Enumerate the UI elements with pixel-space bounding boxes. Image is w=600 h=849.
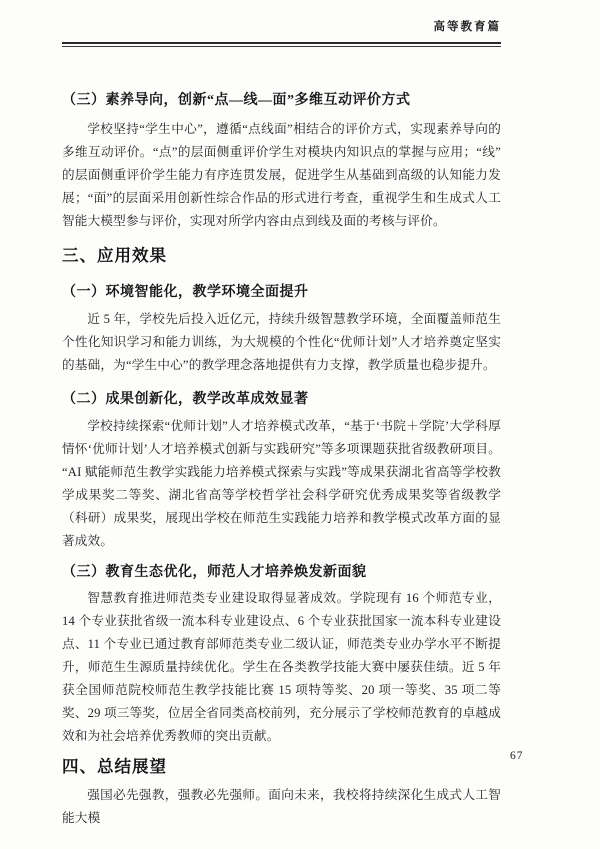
header-double-rule: [62, 42, 501, 47]
main-heading-summary-outlook: 四、总结展望: [62, 757, 167, 776]
main-heading-application-effects: 三、应用效果: [62, 246, 167, 265]
paragraph-ecology: 智慧教育推进师范类专业建设取得显著成效。学院现有 16 个师范专业，14 个专业获批省级一流本科专业建设点、6 个专业获批国家一流本科专业建设点、11 个专业已通过教育部师范类专业二级认证，师范类专业办学水平不断提升，师范生生源质量持续优化。学生在各类教学技能大赛中屡获佳绩。近 5 年获全国师范院校师范生教学技能比赛 15 项特等奖、20 项一等奖、35 项二等奖、29 项三等奖，位居全省同类高校前列，充分展示了学校师范教育的卓越成效和为社会培养优秀教师的突出贡献。: [62, 591, 501, 743]
text-column: [62, 0, 501, 830]
sub-heading-achievements: （二）成果创新化，教学改革成效显著: [62, 392, 309, 407]
paragraph-environment: 近 5 年，学校先后投入近亿元，持续升级智慧教学环境，全面覆盖师范生个性化知识学习和能力训练，为大规模的个性化“优师计划”人才培养奠定坚实的基础，为“学生中心”的教学理念落地提供有力支撑，教学质量也稳步提升。: [62, 312, 501, 372]
running-header-title: 高等教育篇: [433, 21, 501, 33]
paragraph-evaluation: 学校坚持“学生中心”，遵循“点线面”相结合的评价方式，实现素养导向的多维互动评价。“点”的层面侧重评价学生对模块内知识点的掌握与应用；“线”的层面侧重评价学生能力有序连贯发展，促进学生从基础到高级的认知能力发展；“面”的层面采用创新性综合作品的形式进行考查，重视学生和生成式人工智能大模型参与评价，实现对所学内容由点到线及面的考核与评价。: [62, 122, 501, 228]
paragraph-summary: 强国必先强教，强教必先强师。面向未来，我校将持续深化生成式人工智能大模: [62, 788, 501, 825]
sub-heading-environment: （一）环境智能化，教学环境全面提升: [62, 285, 309, 300]
paragraph-achievements: 学校持续探索“优师计划”人才培养模式改革，“基于‘书院＋学院’大学科厚情怀‘优师计划’人才培养模式创新与实践研究”等多项课题获批省级教研项目。“AI 赋能师范生教学实践能力培养模式探索与实践”等成果获湖北省高等学校教学成果奖二等奖、湖北省高等学校哲学社会科学研究优秀成果奖等省级教学（科研）成果奖，展现出学校在师范生实践能力培养和教学模式改革方面的显著成效。: [62, 419, 501, 548]
sub-heading-ecology: （三）教育生态优化，师范人才培养焕发新面貌: [62, 565, 367, 580]
page-number: 67: [510, 750, 524, 762]
sub-heading-evaluation: （三）素养导向，创新“点—线—面”多维互动评价方式: [62, 93, 411, 108]
